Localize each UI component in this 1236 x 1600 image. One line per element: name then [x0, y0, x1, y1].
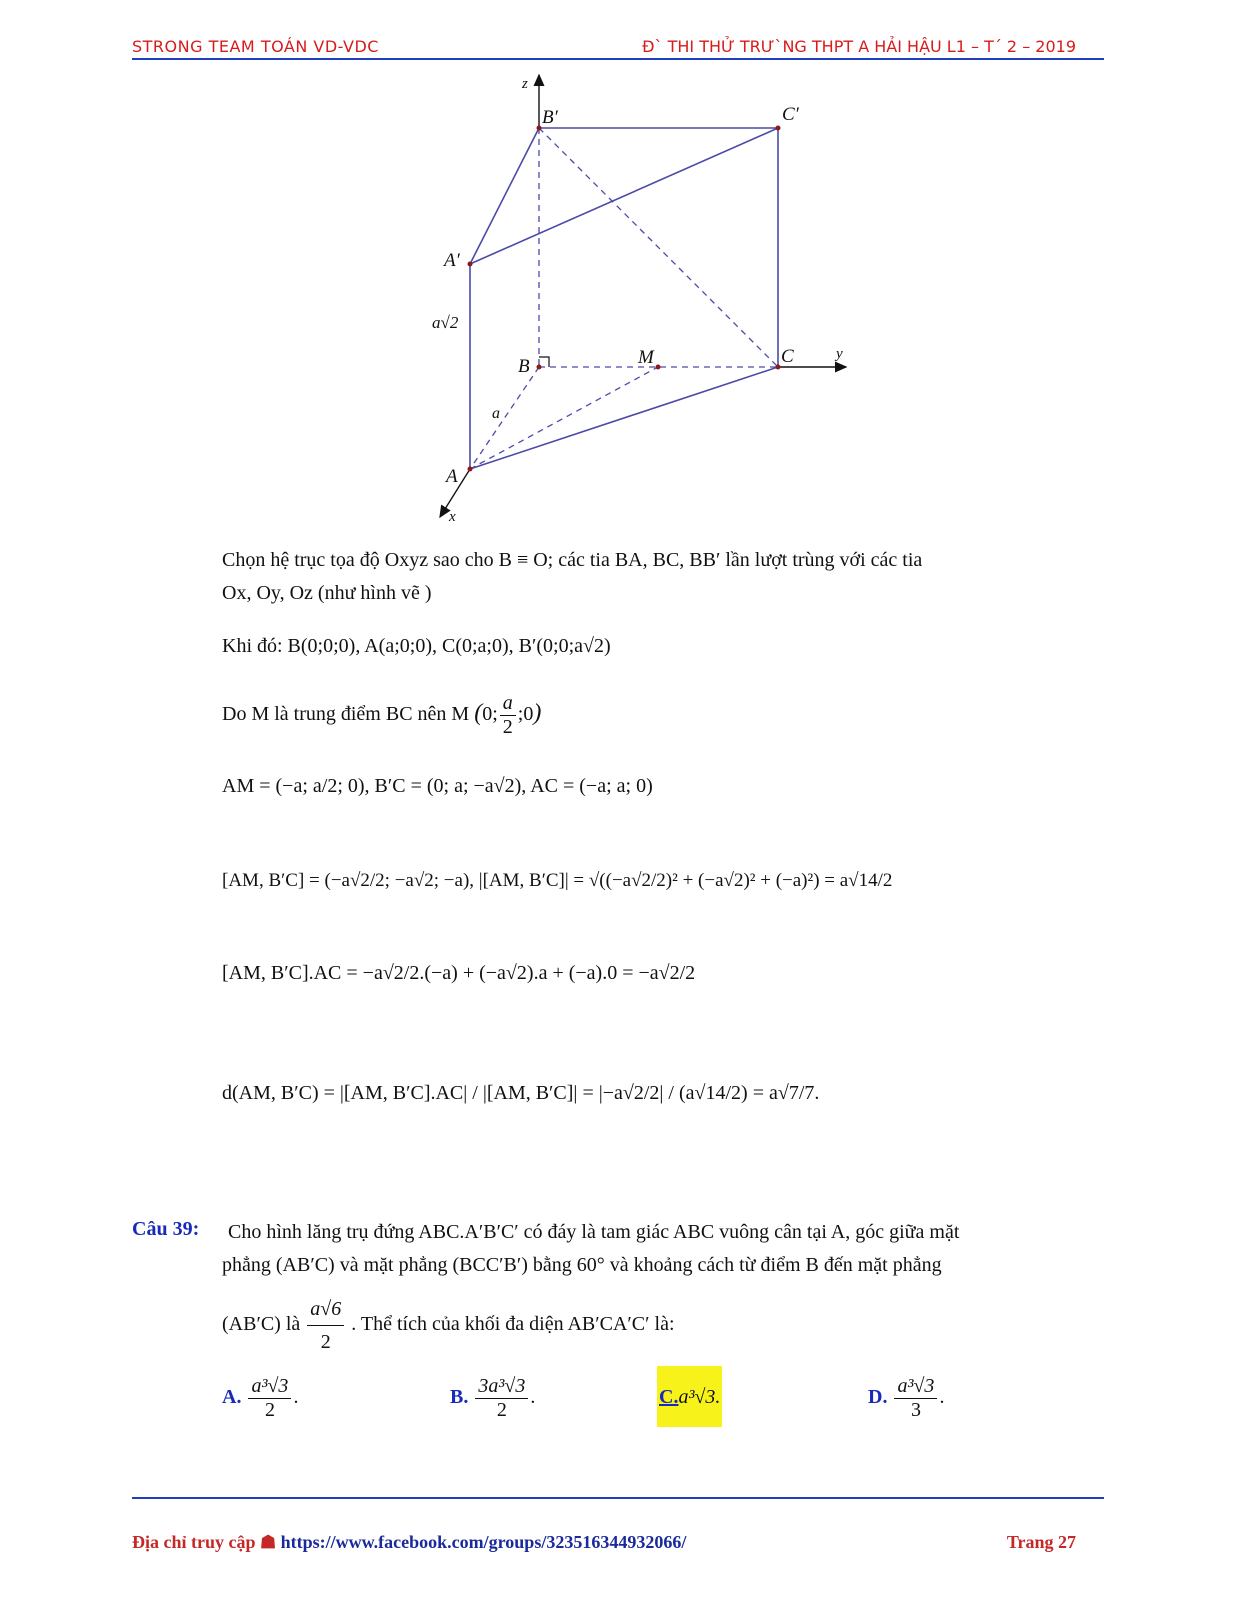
label-c: C	[781, 346, 794, 367]
solution-line-3: Khi đó: B(0;0;0), A(a;0;0), C(0;a;0), B′(0;0;a√2)	[222, 635, 611, 657]
solution-line-7: [AM, B′C].AC = −a√2/2.(−a) + (−a√2).a + (−a).0 = −a√2/2	[222, 962, 696, 984]
choice-c[interactable]	[657, 1366, 722, 1427]
choice-b-num: 3a³√3	[475, 1375, 528, 1399]
label-m: M	[638, 347, 654, 368]
label-y: y	[836, 346, 843, 362]
prism-figure	[420, 65, 860, 535]
question-label: Câu 39:	[132, 1218, 200, 1240]
choice-c-letter: C.	[659, 1386, 679, 1408]
header-rule	[132, 58, 1104, 60]
label-c-prime: C′	[782, 104, 799, 125]
choice-d-letter: D.	[868, 1386, 888, 1409]
question-line-3-b: . Thể tích của khối đa diện AB′CA′C′ là:	[351, 1313, 675, 1336]
header-right: Đ` THI THỬ TRƯ`NG THPT A HẢI HẬU L1 – T´ 2 – 2019	[642, 37, 1076, 56]
header-left: STRONG TEAM TOÁN VD-VDC	[132, 37, 379, 56]
solution-line-1: Chọn hệ trục tọa độ Oxyz sao cho B ≡ O; các tia BA, BC, BB′ lần lượt trùng với các tia	[222, 549, 923, 571]
question-line-2: phẳng (AB′C) và mặt phẳng (BCC′B′) bằng 60° và khoảng cách từ điểm B đến mặt phẳng	[222, 1254, 942, 1276]
home-icon: ☗	[260, 1532, 277, 1552]
choice-b-den: 2	[496, 1399, 507, 1421]
choice-c-text: a³√3.	[678, 1386, 721, 1408]
footer-rule	[132, 1497, 1104, 1499]
solution-line-6: [AM, B′C] = (−a√2/2; −a√2; −a), |[AM, B′C]| = √((−a√2/2)² + (−a√2)² + (−a)²) = a√14/2	[222, 870, 893, 891]
label-a: A	[446, 466, 458, 487]
choice-d-num: a³√3	[894, 1375, 937, 1399]
solution-line-2: Ox, Oy, Oz (như hình vẽ )	[222, 582, 432, 604]
label-z: z	[522, 76, 528, 92]
label-a-prime: A′	[444, 250, 460, 271]
solution-line-4-prefix: Do M là trung điểm BC nên M	[222, 703, 470, 726]
footer-url-link[interactable]: https://www.facebook.com/groups/323516344932066/	[280, 1532, 687, 1552]
solution-line-4: Do M là trung điểm BC nên M (0; $\frac{a}{2}$ ;0)	[222, 692, 542, 738]
question-line-3-a: (AB′C) là	[222, 1313, 301, 1336]
choice-b[interactable]: B. $\frac{\text{3a³√3}}{2}$ .	[450, 1375, 536, 1421]
solution-line-5: AM = (−a; a/2; 0), B′C = (0; a; −a√2), AC = (−a; a; 0)	[222, 775, 653, 797]
label-edge-a: a	[492, 405, 500, 422]
page-number: Trang 27	[1006, 1532, 1076, 1552]
choice-b-letter: B.	[450, 1386, 469, 1409]
choice-d[interactable]: D. $\frac{\text{a³√3}}{3}$ .	[868, 1375, 945, 1421]
label-edge-a-sqrt2: a√2	[432, 313, 459, 332]
question-line-3: (AB′C) là $\frac{a√6}{2}$ . Thể tích của khối đa diện AB′CA′C′ là:	[222, 1293, 1082, 1358]
question-line-1: Cho hình lăng trụ đứng ABC.A′B′C′ có đáy là tam giác ABC vuông cân tại A, góc giữa mặt	[228, 1221, 960, 1243]
choice-a-den: 2	[264, 1399, 275, 1421]
solution-line-8: d(AM, B′C) = |[AM, B′C].AC| / |[AM, B′C]| = |−a√2/2| / (a√14/2) = a√7/7.	[222, 1082, 820, 1104]
footer-label: Địa chỉ truy cập	[132, 1532, 256, 1552]
choice-a[interactable]: A. $\frac{\text{a³√3}}{2}$ .	[222, 1375, 299, 1421]
label-x: x	[449, 509, 456, 525]
footer-left	[132, 1532, 686, 1553]
label-b: B	[518, 356, 530, 377]
label-b-prime: B′	[542, 107, 558, 128]
choice-a-num: a³√3	[248, 1375, 291, 1399]
choice-d-den: 3	[910, 1399, 921, 1421]
choice-a-letter: A.	[222, 1386, 242, 1409]
